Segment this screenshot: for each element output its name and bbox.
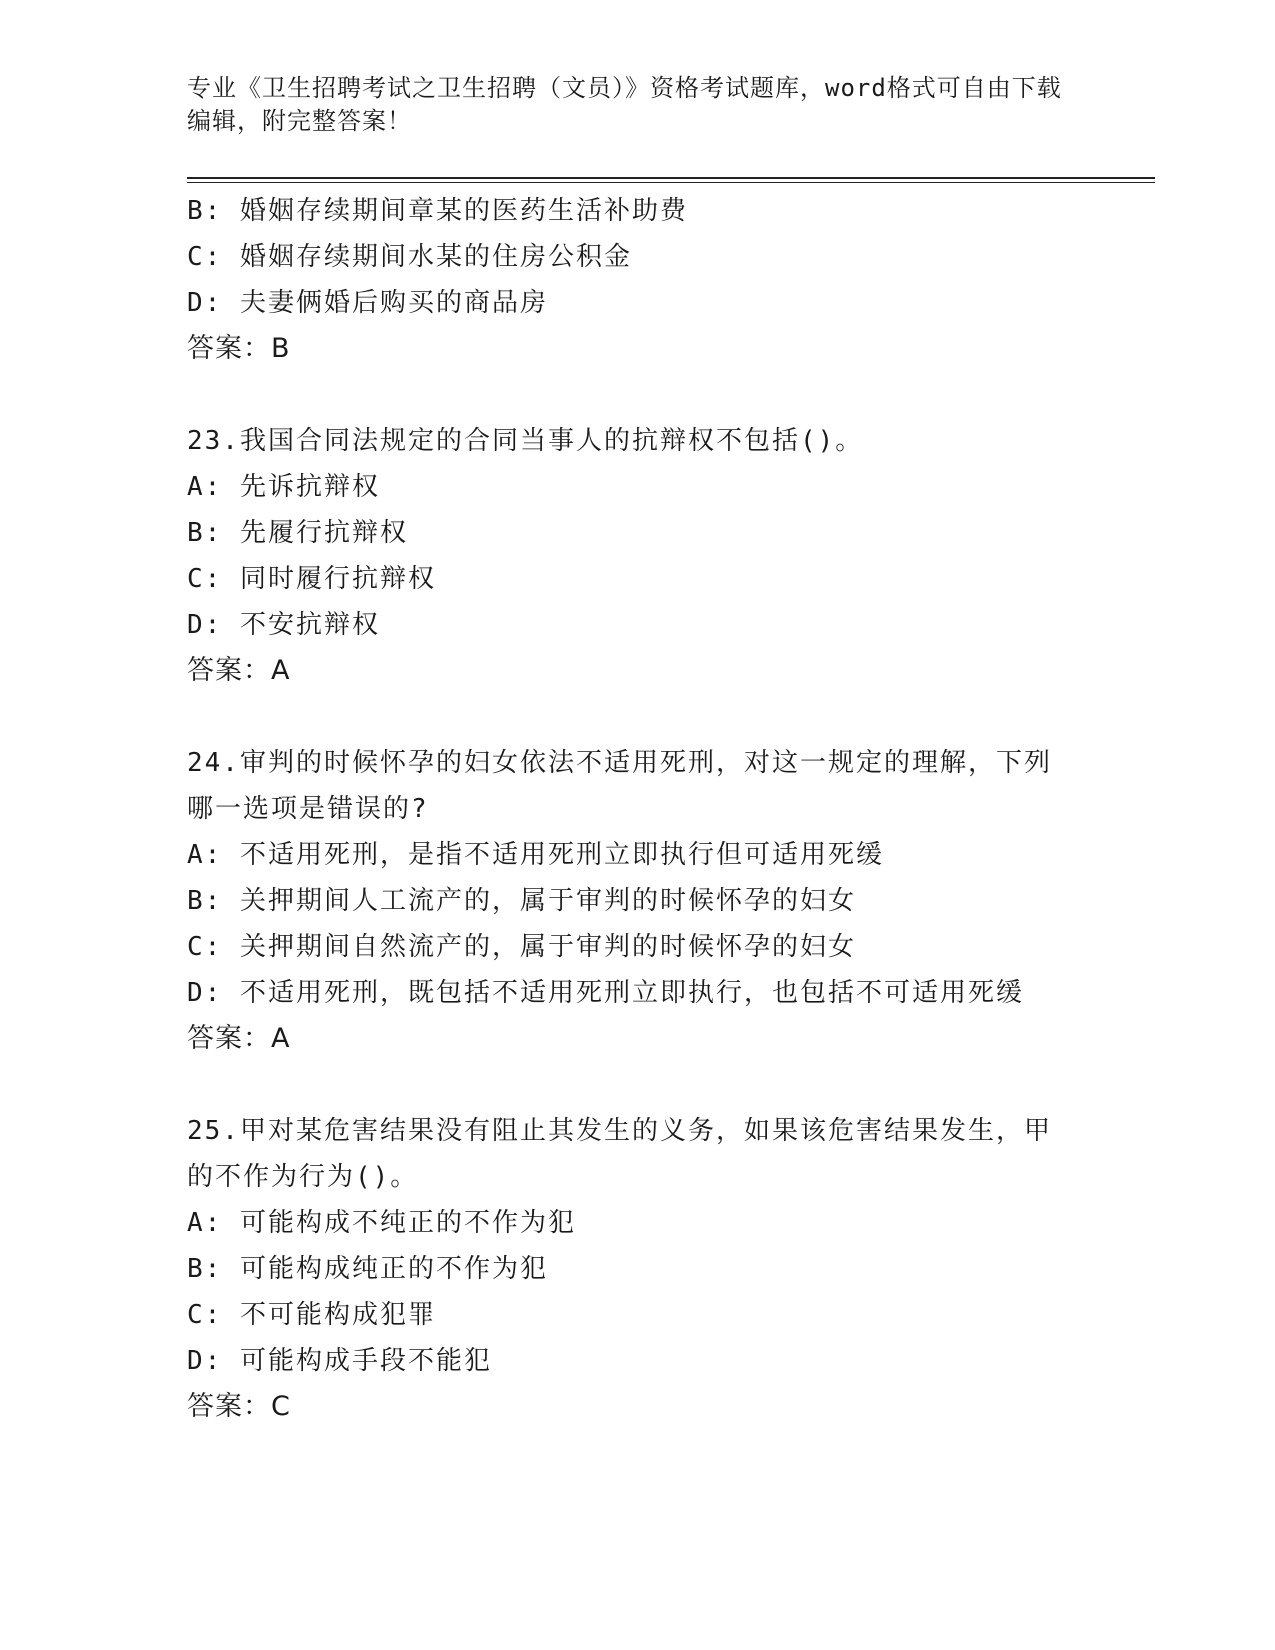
option-b: B: 先履行抗辩权 — [187, 518, 408, 548]
question-25 — [187, 1108, 1087, 1430]
answer-line: 答案：A — [187, 1023, 291, 1054]
header-divider-thin — [187, 182, 1155, 183]
question-stem-line-1: 25.甲对某危害结果没有阻止其发生的义务，如果该危害结果发生，甲 — [187, 1116, 1052, 1146]
question-24 — [187, 740, 1087, 1062]
option-c: C: 不可能构成犯罪 — [187, 1300, 436, 1330]
option-d: D: 不安抗辩权 — [187, 610, 380, 640]
option-c: C: 关押期间自然流产的，属于审判的时候怀孕的妇女 — [187, 932, 856, 962]
option-d: D: 可能构成手段不能犯 — [187, 1346, 492, 1376]
question-continuation — [187, 188, 1087, 372]
answer-line: 答案：C — [187, 1391, 291, 1422]
option-a: A: 不适用死刑，是指不适用死刑立即执行但可适用死缓 — [187, 840, 884, 870]
option-c: C: 婚姻存续期间水某的住房公积金 — [187, 242, 632, 272]
answer-line: 答案：B — [187, 333, 291, 364]
option-b: B: 可能构成纯正的不作为犯 — [187, 1254, 548, 1284]
header-divider-thick — [187, 177, 1155, 179]
header-note-line-2: 编辑，附完整答案！ — [187, 107, 412, 135]
question-stem-line-2: 的不作为行为()。 — [187, 1162, 419, 1192]
question-stem-line-2: 哪一选项是错误的? — [187, 794, 429, 824]
option-b: B: 关押期间人工流产的，属于审判的时候怀孕的妇女 — [187, 886, 856, 916]
question-stem: 23.我国合同法规定的合同当事人的抗辩权不包括()。 — [187, 426, 864, 456]
option-d: D: 夫妻俩婚后购买的商品房 — [187, 288, 548, 318]
option-d: D: 不适用死刑，既包括不适用死刑立即执行，也包括不可适用死缓 — [187, 978, 1024, 1008]
option-b: B: 婚姻存续期间章某的医药生活补助费 — [187, 196, 688, 226]
option-a: A: 先诉抗辩权 — [187, 472, 380, 502]
option-c: C: 同时履行抗辩权 — [187, 564, 436, 594]
option-a: A: 可能构成不纯正的不作为犯 — [187, 1208, 576, 1238]
question-23 — [187, 418, 1087, 694]
header-note-line-1: 专业《卫生招聘考试之卫生招聘（文员）》资格考试题库，word格式可自由下载 — [187, 74, 1062, 102]
question-list — [187, 188, 1087, 1430]
question-stem-line-1: 24.审判的时候怀孕的妇女依法不适用死刑，对这一规定的理解，下列 — [187, 748, 1052, 778]
document-header-note — [187, 72, 1087, 138]
answer-line: 答案：A — [187, 655, 291, 686]
